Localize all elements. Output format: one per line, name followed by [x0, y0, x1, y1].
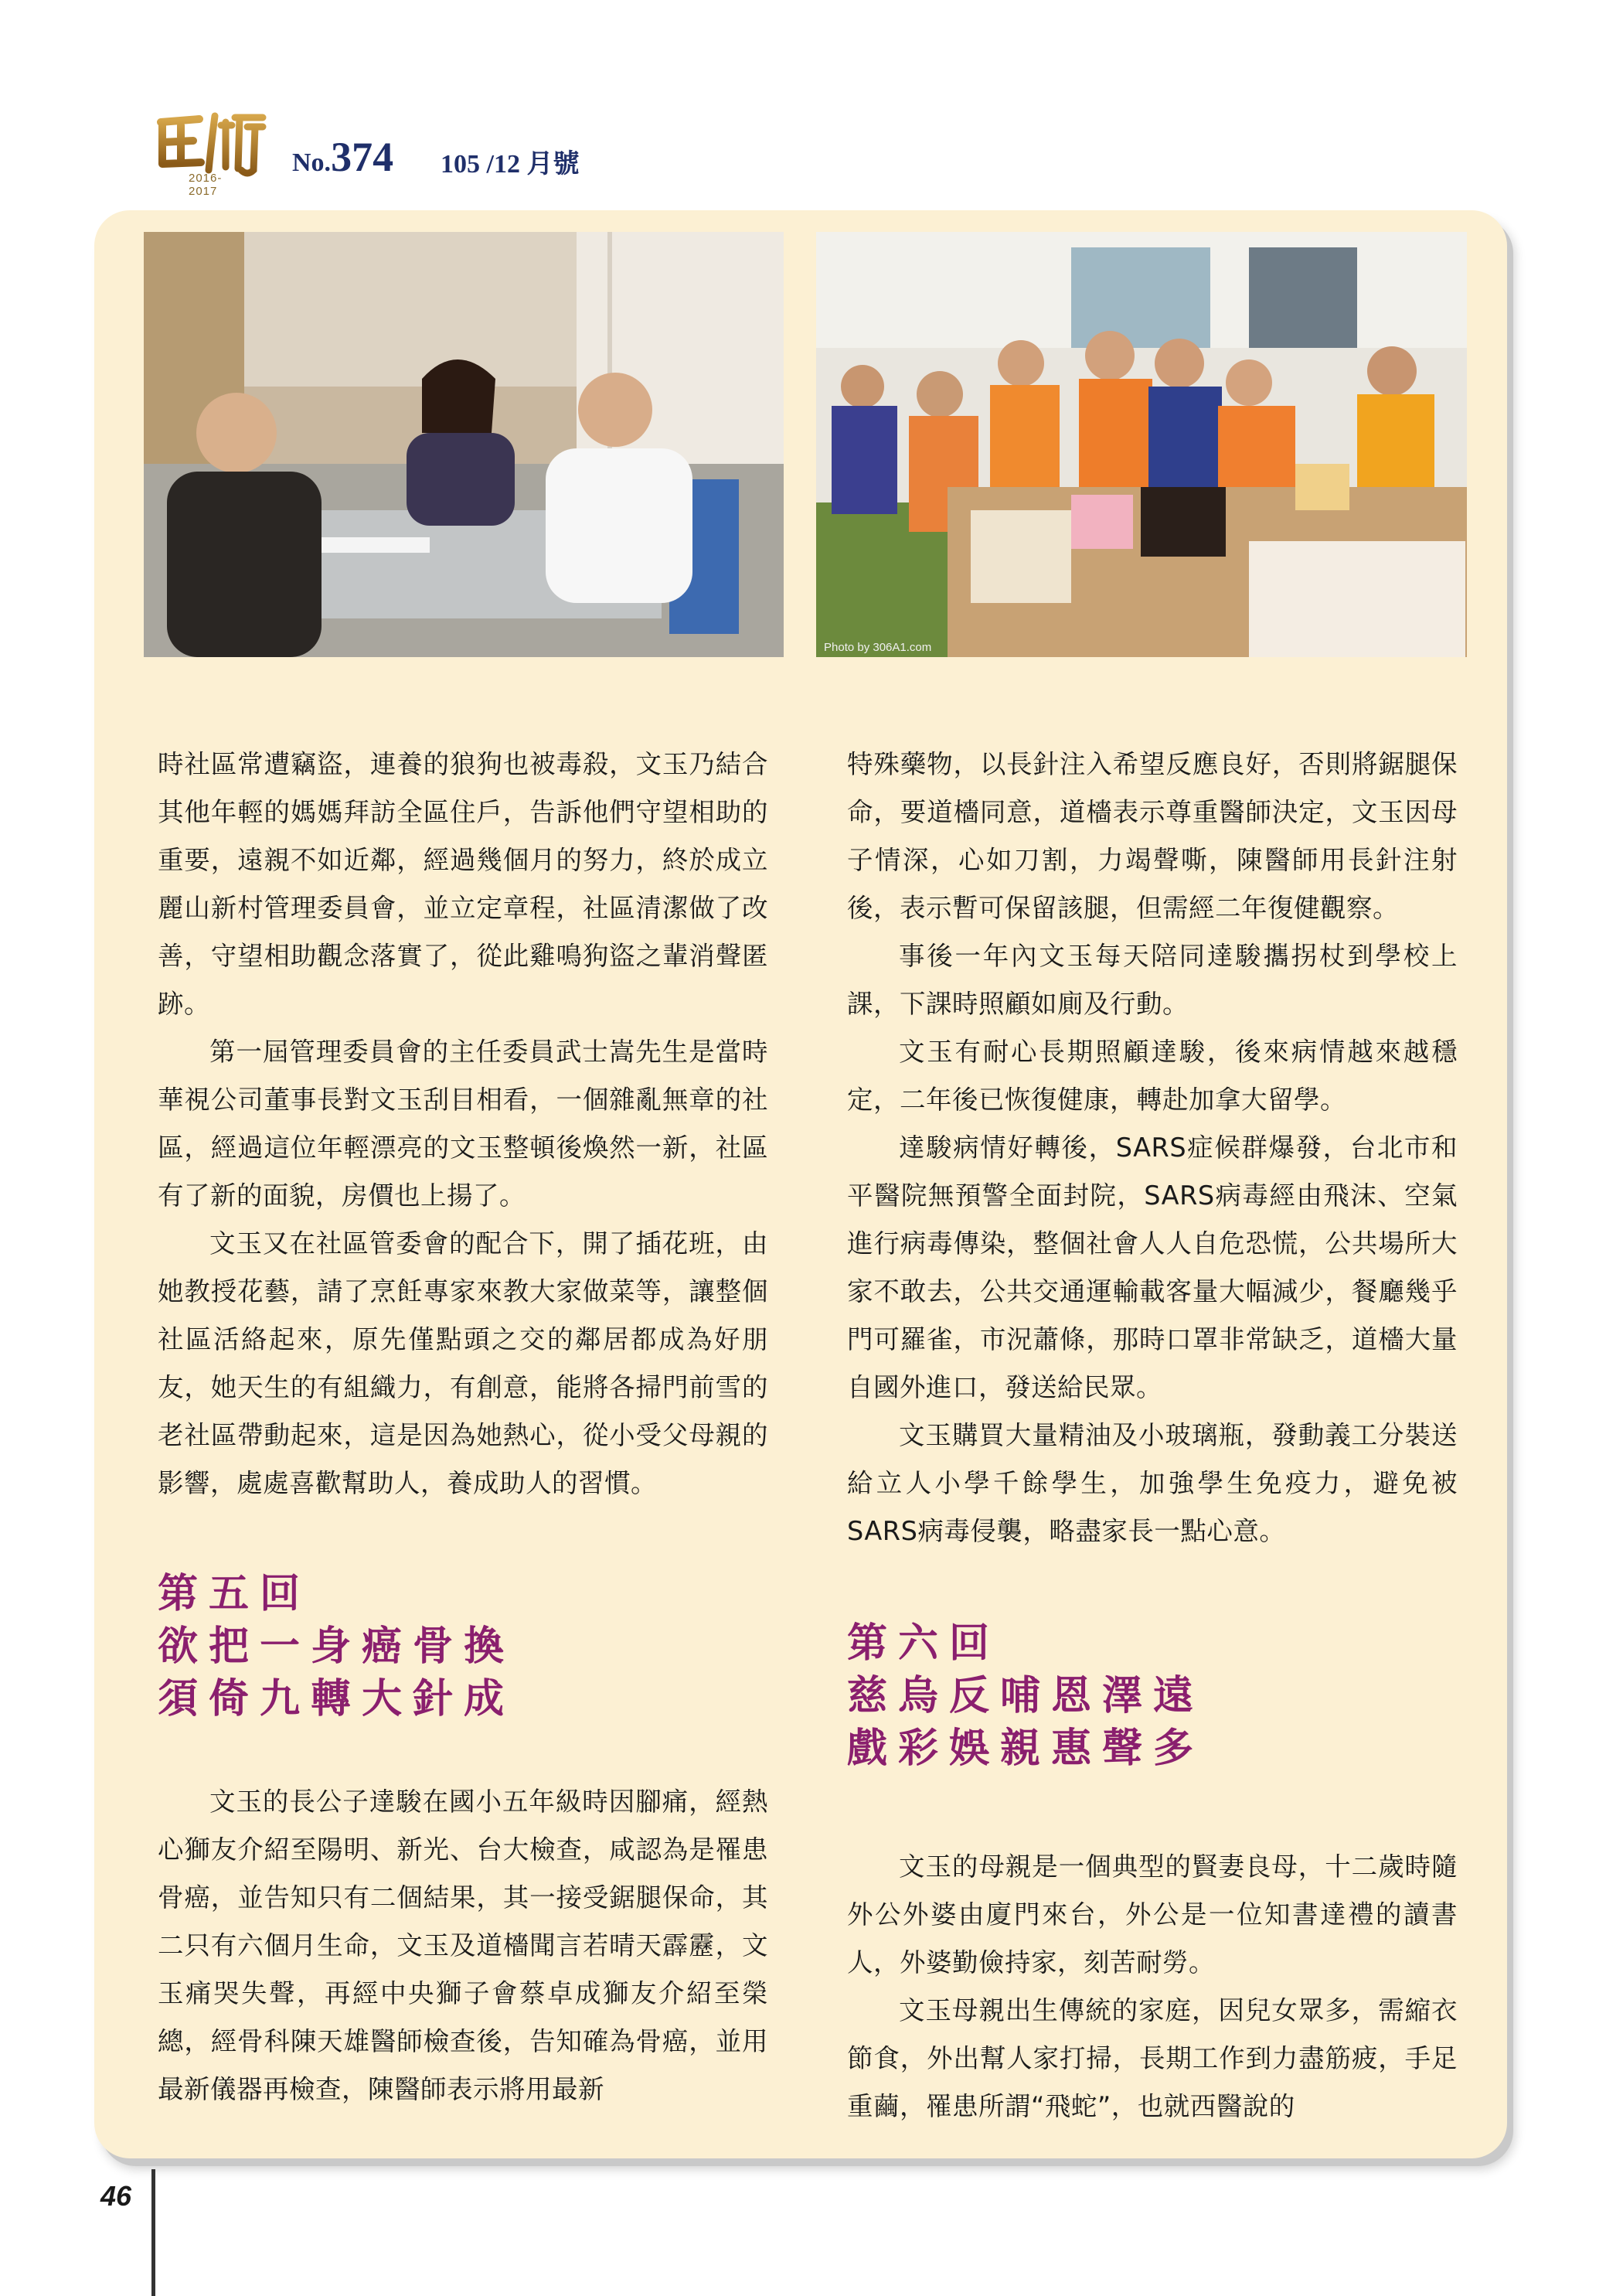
footer-divider — [151, 2169, 155, 2296]
paragraph: 文玉購買大量精油及小玻璃瓶，發動義工分裝送給立人小學千餘學生，加強學生免疫力，避免被SARS病毒侵襲，略盡家長一點心意。 — [847, 1420, 1458, 1546]
page-number: 46 — [100, 2180, 132, 2212]
paragraph: 文玉又在社區管委會的配合下，開了插花班，由她教授花藝，請了烹飪專家來教大家做菜等，讓整個社區活絡起來，原先僅點頭之交的鄰居都成為好朋友，她天生的有組織力，有創意，能將各掃門前雪的老社區帶動起來，這是因為她熱心，從小受父母親的影響，處處喜歡幫助人，養成助人的習慣。 — [158, 1228, 768, 1498]
section-heading-line: 欲把一身癌骨換 — [158, 1623, 515, 1670]
issue-number-value: 374 — [331, 134, 394, 180]
meeting-photo — [144, 232, 784, 657]
charity-event-photo-image — [816, 232, 1467, 657]
section-heading-line: 須倚九轉大針成 — [158, 1675, 515, 1722]
charity-event-photo — [816, 232, 1467, 657]
issue-number — [292, 133, 393, 181]
section-heading-line: 第六回 — [847, 1620, 1001, 1667]
article-column-right — [847, 741, 1458, 2131]
paragraph: 文玉的長公子達駿在國小五年級時因腳痛，經熱心獅友介紹至陽明、新光、台大檢查，咸認為是罹患骨癌，並告知只有二個結果，其一接受鋸腿保命，其二只有六個月生命，文玉及道檣聞言若晴天霹靂，文玉痛哭失聲，再經中央獅子會蔡卓成獅友介紹至榮總，經骨科陳天雄醫師檢查後，告知確為骨癌，並用最新儀器再檢查，陳醫師表示將用最新 — [158, 1787, 768, 2104]
meeting-photo-image — [144, 232, 784, 657]
magazine-years: 2016-2017 — [189, 172, 223, 198]
paragraph: 文玉的母親是一個典型的賢妻良母，十二歲時隨外公外婆由廈門來台，外公是一位知書達禮的讀書人，外婆勤儉持家，刻苦耐勞。 — [847, 1851, 1458, 1977]
paragraph: 文玉母親出生傳統的家庭，因兒女眾多，需縮衣節食，外出幫人家打掃，長期工作到力盡筋疲，手足重繭，罹患所謂“飛蛇”，也就西醫說的 — [847, 1995, 1458, 2121]
paragraph: 第一屆管理委員會的主任委員武士嵩先生是當時華視公司董事長對文玉刮目相看，一個雜亂無章的社區，經過這位年輕漂亮的文玉整頓後煥然一新，社區有了新的面貌，房價也上揚了。 — [158, 1037, 768, 1211]
section-heading-5 — [158, 1568, 768, 1725]
paragraph: 事後一年內文玉每天陪同達駿攜拐杖到學校上課，下課時照顧如廁及行動。 — [847, 941, 1458, 1019]
section-heading-line: 第五回 — [158, 1570, 311, 1617]
issue-prefix: No. — [292, 148, 332, 177]
paragraph: 特殊藥物，以長針注入希望反應良好，否則將鋸腿保命，要道檣同意，道檣表示尊重醫師決定，文玉因母子情深，心如刀割，力竭聲嘶，陳醫師用長針注射後，表示暫可保留該腿，但需經二年復健觀察。 — [847, 749, 1458, 923]
section-heading-line: 戲彩娛親惠聲多 — [847, 1725, 1205, 1772]
paragraph: 時社區常遭竊盜，連養的狼狗也被毒殺，文玉乃結合其他年輕的媽媽拜訪全區住戶，告訴他們守望相助的重要，遠親不如近鄰，經過幾個月的努力，終於成立麗山新村管理委員會，並立定章程，社區清潔做了改善，守望相助觀念落實了，從此雞鳴狗盜之輩消聲匿跡。 — [158, 749, 768, 1019]
paragraph: 文玉有耐心長期照顧達駿，後來病情越來越穩定，二年後已恢復健康，轉赴加拿大留學。 — [847, 1037, 1458, 1115]
section-heading-line: 慈烏反哺恩澤遠 — [847, 1672, 1205, 1719]
paragraph: 達駿病情好轉後，SARS症候群爆發，台北市和平醫院無預警全面封院，SARS病毒經由飛沫、空氣進行病毒傳染，整個社會人人自危恐慌，公共場所大家不敢去，公共交通運輸載客量大幅減少，餐廳幾乎門可羅雀，市況蕭條，那時口罩非常缺乏，道檣大量自國外進口，發送給民眾。 — [847, 1133, 1458, 1402]
issue-date: 105 /12 月號 — [441, 150, 580, 179]
article-column-left — [158, 741, 768, 2114]
section-heading-6 — [847, 1617, 1458, 1775]
photo-credit: Photo by 306A1.com — [824, 641, 932, 654]
